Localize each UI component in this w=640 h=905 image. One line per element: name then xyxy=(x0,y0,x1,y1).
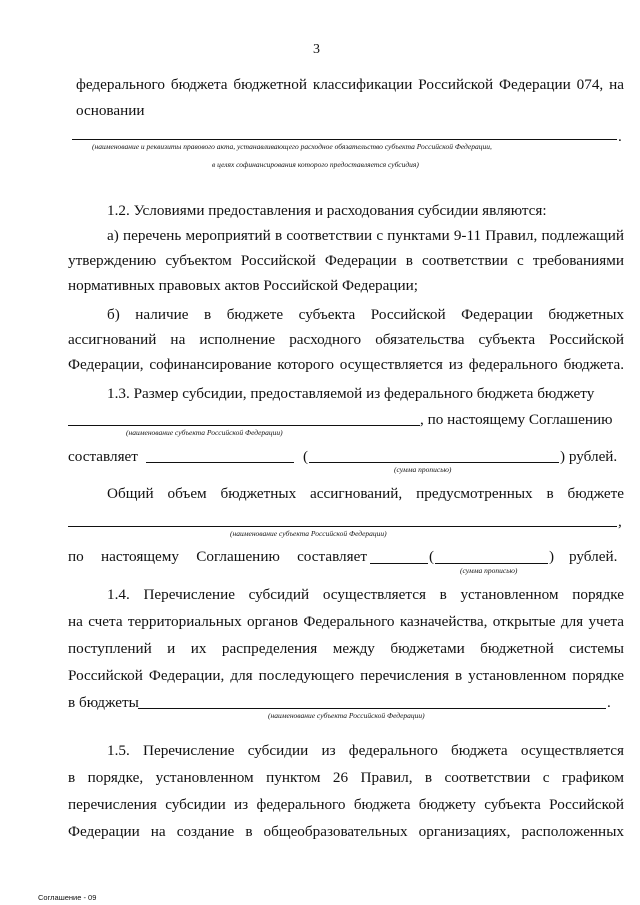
text-line: поступлений и их распределения между бюджетами бюджетной системы xyxy=(68,640,624,657)
caption: (сумма прописью) xyxy=(460,566,518,575)
blank-line xyxy=(146,462,294,463)
text-line: Российской Федерации, для последующего перечисления в установленном порядке xyxy=(68,667,624,684)
text-line: федерального бюджета бюджетной классификации Российской Федерации 074, на xyxy=(76,76,624,93)
text-line: 1.4. Перечисление субсидий осуществляется в установленном порядке xyxy=(107,586,624,603)
punct: ( xyxy=(429,548,435,565)
blank-line xyxy=(72,139,617,140)
text-line: ассигнований на исполнение расходного обязательства субъекта Российской xyxy=(68,331,624,348)
text-line: в порядке, установленном пунктом 26 Правил, в соответствии с графиком xyxy=(68,769,624,786)
text-line: утверждению субъектом Российской Федерации в соответствии с требованиями xyxy=(68,252,624,269)
punct: . xyxy=(607,694,611,711)
caption: (наименование субъекта Российской Федерации) xyxy=(230,529,387,538)
text-line: 1.5. Перечисление субсидии из федерального бюджета осуществляется xyxy=(107,742,624,759)
text-line: Общий объем бюджетных ассигнований, предусмотренных в бюджете xyxy=(107,485,624,502)
blank-line xyxy=(138,708,606,709)
caption: (наименование субъекта Российской Федерации) xyxy=(126,428,283,437)
text-line: , по настоящему Соглашению xyxy=(420,411,613,428)
text-line: составляет xyxy=(68,448,138,465)
text-line: ) рублей. xyxy=(560,448,618,465)
blank-line xyxy=(435,563,548,564)
text-line: основании xyxy=(76,102,145,119)
footer: Соглашение - 09 xyxy=(38,893,97,902)
punct: . xyxy=(618,128,622,145)
text-line: рублей. xyxy=(569,548,618,565)
blank-line xyxy=(68,526,617,527)
text-line: 1.3. Размер субсидии, предоставляемой из федерального бюджета бюджету xyxy=(107,385,595,402)
text-line: в бюджеты xyxy=(68,694,139,711)
text-line: ( xyxy=(303,448,309,465)
blank-line xyxy=(68,425,420,426)
punct: ) xyxy=(549,548,555,565)
text-line: на счета территориальных органов Федерального казначейства, открытые для учета xyxy=(68,613,624,630)
text-line: нормативных правовых актов Российской Федерации; xyxy=(68,277,418,294)
text-line: по настоящему Соглашению составляет xyxy=(68,548,367,565)
text-line: 1.2. Условиями предоставления и расходования субсидии являются: xyxy=(107,202,547,219)
text-line: Федерации, софинансирование которого осуществляется из федерального бюджета. xyxy=(68,356,624,373)
caption: в целях софинансирования которого предоставляется субсидия) xyxy=(212,160,419,169)
text-line: б) наличие в бюджете субъекта Российской Федерации бюджетных xyxy=(107,306,624,323)
text-line: Федерации на создание в общеобразовательных организациях, расположенных xyxy=(68,823,624,840)
punct: , xyxy=(618,513,622,530)
blank-line xyxy=(309,462,559,463)
text-line: а) перечень мероприятий в соответствии с пунктами 9-11 Правил, подлежащий xyxy=(107,227,624,244)
caption: (сумма прописью) xyxy=(394,465,452,474)
blank-line xyxy=(370,563,428,564)
text-line: перечисления субсидии из федерального бюджета бюджету субъекта Российской xyxy=(68,796,624,813)
page-number: 3 xyxy=(313,42,320,57)
caption: (наименование и реквизиты правового акта, устанавливающего расходное обязательство субъекта Российской Федерации, xyxy=(92,142,492,151)
caption: (наименование субъекта Российской Федерации) xyxy=(268,711,425,720)
